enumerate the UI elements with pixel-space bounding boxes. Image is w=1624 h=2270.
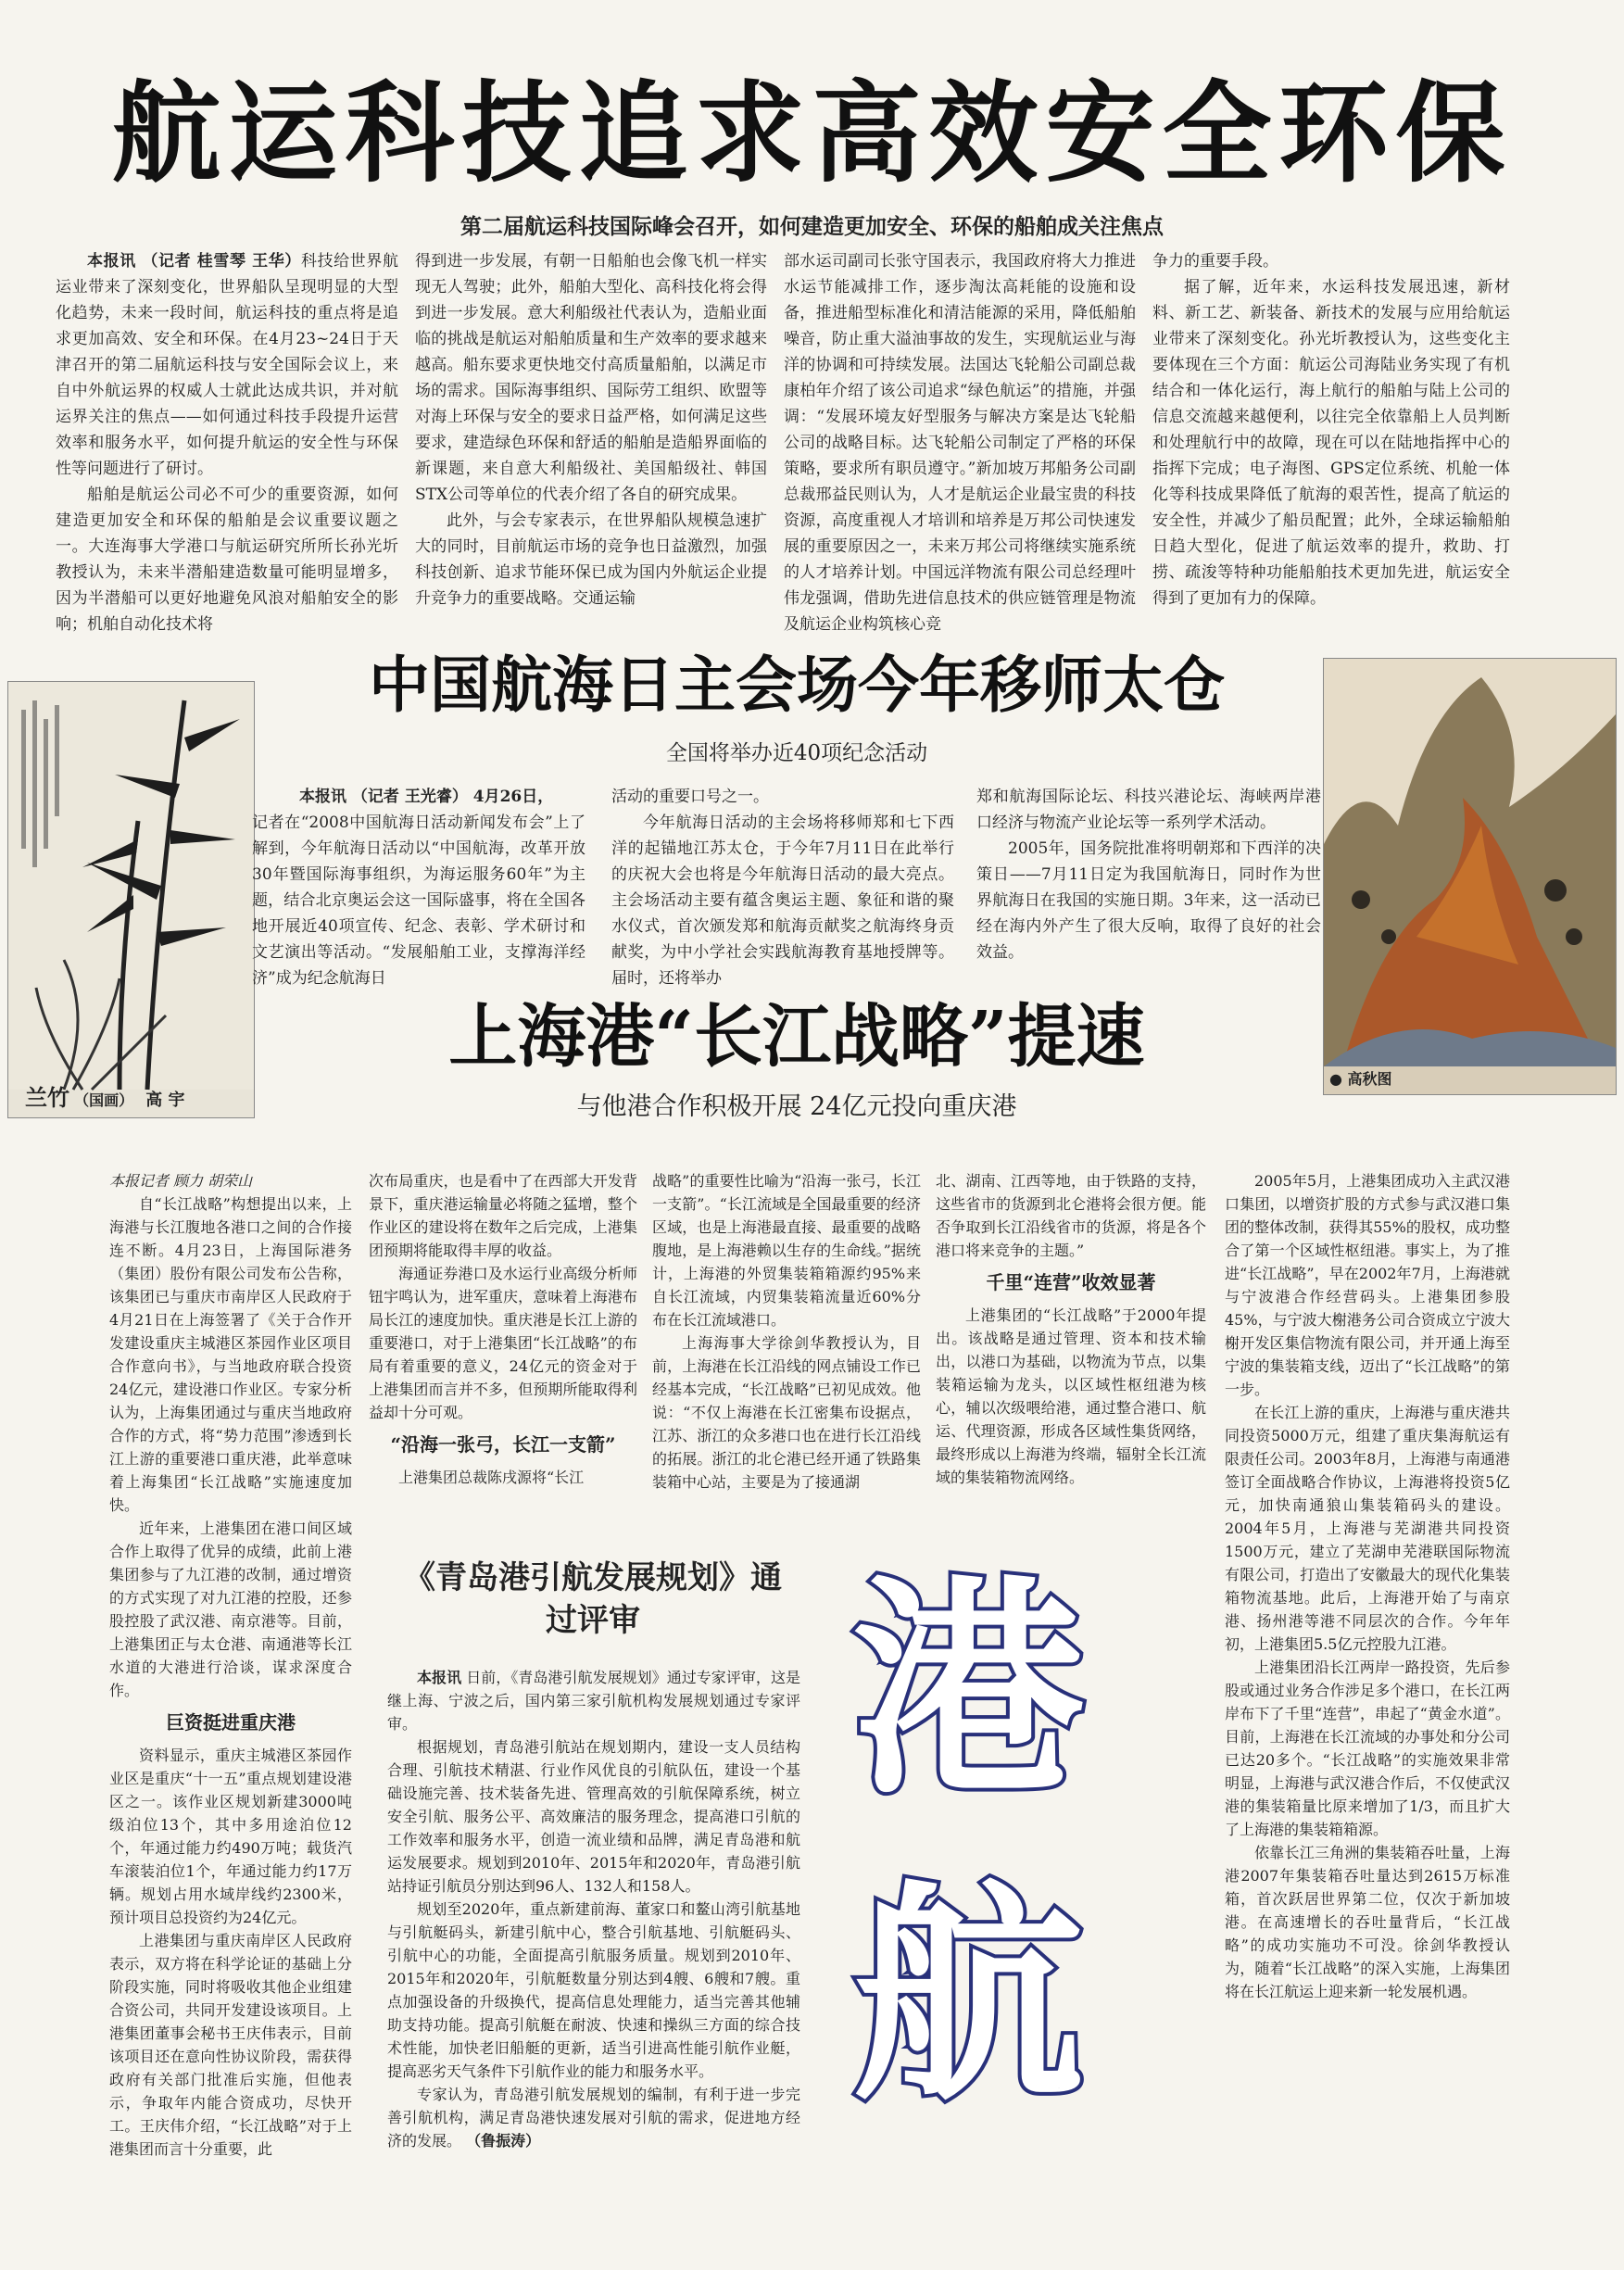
- article2-byline: 本报讯 （记者 王光睿） 4月26日，: [299, 788, 554, 806]
- column-label-navigation: 航: [852, 1861, 1084, 2131]
- article3-text: 2005年5月，上港集团成功入主武汉港口集团，以增资扩股的方式参与武汉港口集团的整体改制，获得其55%的股权，成功整合了第一个区域性枢纽港。事实上，为了推进“长江战略”，早在2002年7月，上海港就与宁波港合作经营码头。上港集团参股45%，与宁波大榭港务公司合资成立宁波大榭开发区集信物流有限公司，并开通上海至宁波的集装箱支线，迈出了“长江战略”的第一步。: [1225, 1172, 1510, 1398]
- article2-text: 郑和航海国际论坛、科技兴港论坛、海峡两岸港口经济与物流产业论坛等一系列学术活动。: [976, 788, 1321, 832]
- article4-headline: 《青岛港引航发展规划》通过评审: [404, 1559, 782, 1639]
- article3-text: 上港集团沿长江两岸一路投资，先后参股或通过业务合作涉足多个港口，在长江两岸布下了千里“连营”，串起了“黄金水道”。目前，上海港在长江流域的办事处和分公司已达20多个。“长江战略”的实施效果非常明显，上海港与武汉港合作后，不仅使武汉港的集装箱量比原来增加了1/3，而且扩大了上海港的集装箱箱源。: [1225, 1658, 1510, 1838]
- article2-text: 记者在“2008中国航海日活动新闻发布会”上了解到，今年航海日活动以“中国航海，改革开放30年暨国际海事组织，为海运服务60年”为主题，结合北京奥运会这一国际盛事，将在全国各地开展近40项宣传、纪念、表彰、学术研讨和文艺演出等活动。“发展船舶工业，支撑海洋经济”成为纪念航海日: [252, 813, 585, 988]
- article3-column-1: [109, 1169, 352, 2198]
- article3-text: 次布局重庆，也是看中了在西部大开发背景下，重庆港运输量必将随之猛增，整个作业区的建设将在数年之后完成，上港集团预期将能取得丰厚的收益。: [369, 1172, 637, 1259]
- caption-note: （国画）: [74, 1091, 134, 1109]
- article4-body: [387, 1666, 800, 2213]
- article3-column-4: [936, 1169, 1206, 1531]
- article4-text: 专家认为，青岛港引航发展规划的编制，有利于进一步完善引航机构，满足青岛港快速发展对引航的需求，促进地方经济的发展。: [387, 2086, 800, 2150]
- article3-column-2: [369, 1169, 637, 1531]
- article1-text: 据了解，近年来，水运科技发展迅速，新材料、新工艺、新装备、新技术的发展与应用给航运业带来了深刻变化。孙光圻教授认为，这些变化主要体现在三个方面：航运公司海陆业务实现了有机结合和一体化运行，海上航行的船舶与陆上公司的信息交流越来越便利，以往完全依靠船上人员判断和处理航行中的故障，现在可以在陆地指挥中心的指挥下完成；电子海图、GPS定位系统、机舱一体化等科技成果降低了航海的艰苦性，提高了航运的安全性，并减少了船员配置；此外，全球运输船舶日趋大型化，促进了航运效率的提升，救助、打捞、疏浚等特种功能船舶技术更加先进，航运安全得到了更加有力的保障。: [1152, 278, 1510, 608]
- article1-column-4: [1152, 248, 1510, 637]
- article3-text: 上港集团的“长江战略”于2000年提出。该战略是通过管理、资本和技术输出，以港口为基础，以物流为节点，以集装箱运输为龙头，以区域性枢纽港为核心，辅以次级喂给港，通过整合港口、航运、代理资源，形成各区域性集货网络，最终形成以上海港为终端，辐射全长江流域的集装箱物流网络。: [936, 1306, 1206, 1486]
- article3-text: 自“长江战略”构想提出以来，上海港与长江腹地各港口之间的合作接连不断。4月23日，上海国际港务（集团）股份有限公司发布公告称，该集团已与重庆市南岸区人民政府于4月21日在上海签署了《关于合作开发建设重庆主城港区茶园作业区项目合作意向书》，与当地政府联合投资24亿元，建设港口作业区。专家分析认为，上海集团通过与重庆当地政府合作的方式，将“势力范围”渗透到长江上游的重要港口重庆港，此举意味着上海集团“长江战略”实施速度加快。: [109, 1195, 352, 1514]
- article3-subheadline: 与他港合作积极开展 24亿元投向重庆港: [576, 1092, 1017, 1121]
- article4-text: 根据规划，青岛港引航站在规划期内，建设一支人员结构合理、引航技术精湛、行业作风优良的引航队伍，建设一个基础设施完善、技术装备先进、管理高效的引航保障系统，树立安全引航、服务公平、高效廉洁的服务理念，提高港口引航的工作效率和服务水平，创造一流业绩和品牌，满足青岛港和航运发展要求。规划到2010年、2015年和2020年，青岛港引航站持证引航员分别达到96人、132人和158人。: [387, 1738, 800, 1895]
- article1-column-1: [56, 248, 398, 634]
- section-heading: 巨资挺进重庆港: [166, 1711, 296, 1734]
- article3-byline: 本报记者 顾力 胡荣山: [109, 1172, 253, 1190]
- article1-text: 船舶是航运公司必不可少的重要资源，如何建造更加安全和环保的船舶是会议重要议题之一。大连海事大学港口与航运研究所所长孙光圻教授认为，未来半潜船建造数量可能明显增多，因为半潜船可以更好地避免风浪对船舶安全的影响；机舶自动化技术将: [56, 486, 398, 634]
- painting-orchid-bamboo: [7, 681, 255, 1118]
- landscape-painting-image: [1324, 659, 1616, 1066]
- article2-subheadline: 全国将举办近40项纪念活动: [665, 741, 928, 765]
- painting-autumn-landscape: [1323, 658, 1617, 1095]
- article4-text: 规划至2020年，重点新建前海、董家口和鳌山湾引航基地与引航艇码头，新建引航中心，整合引航基地、引航艇码头、引航中心的功能，全面提高引航服务质量。规划到2010年、2015年和2020年，引航艇数量分别达到4艘、6艘和7艘。重点加强设备的升级换代，提高信息处理能力，适当完善其他辅助支持功能。提高引航艇在耐波、快速和操纵三方面的综合技术性能，加快老旧船艇的更新，适当引进高性能引航作业艇，提高恶劣天气条件下引航作业的能力和服务水平。: [387, 1900, 800, 2080]
- section-heading: 千里“连营”收效显著: [986, 1271, 1156, 1293]
- article2-text: 2005年，国务院批准将明朝郑和下西洋的决策日——7月11日定为我国航海日，同时作为世界航海日在我国的实施日期。3年来，这一活动已经在海内外产生了很大反响，取得了良好的社会效益。: [976, 839, 1321, 962]
- article2-text: 活动的重要口号之一。: [611, 788, 769, 806]
- article1-column-3: [784, 248, 1136, 637]
- article1-text: 此外，与会专家表示，在世界船队规模急速扩大的同时，目前航运市场的竞争也日益激烈，加强科技创新、追求节能环保已成为国内外航运企业提升竞争力的重要战略。交通运输: [415, 511, 767, 608]
- caption-author: 高 宇: [145, 1091, 185, 1110]
- article3-text: 海通证券港口及水运行业高级分析师钮宇鸣认为，进军重庆，意味着上海港布局长江的速度加快。重庆港是长江上游的重要港口，对于上港集团“长江战略”的布局有着重要的意义，24亿元的资金对于上港集团而言并不多，但预期所能取得利益却十分可观。: [369, 1265, 637, 1421]
- article3-text: 上港集团总裁陈戌源将“长江: [398, 1469, 585, 1486]
- article3-text: 上海海事大学徐剑华教授认为，目前，上海港在长江沿线的网点铺设工作已经基本完成，“长江战略”已初见成效。他说：“不仅上海港在长江密集布设据点，江苏、浙江的众多港口也在进行长江沿线的拓展。浙江的北仑港已经开通了铁路集装箱中心站，主要是为了接通湖: [652, 1334, 921, 1491]
- article2-column-3: [976, 784, 1321, 980]
- article2-text: 今年航海日活动的主会场将移师郑和七下西洋的起锚地江苏太仓，于今年7月11日在此举行的庆祝大会也将是今年航海日活动的最大亮点。主会场活动主要有蕴含奥运主题、象征和谐的聚水仪式，首次颁发郑和航海贡献奖之航海终身贡献奖，为中小学社会实践航海教育基地授牌等。届时，还将举办: [611, 813, 954, 988]
- article2-column-1: [252, 784, 585, 988]
- article1-text: 争力的重要手段。: [1152, 252, 1278, 271]
- article3-text: 资料显示，重庆主城港区茶园作业区是重庆“十一五”重点规划建设港区之一。该作业区规划新建3000吨级泊位13个，其中多用途泊位12个，年通过能力约490万吨；载货汽车滚装泊位1个，年通过能力约17万辆。规划占用水域岸线约2300米，预计项目总投资约为24亿元。: [109, 1747, 352, 1926]
- article3-column-3: [652, 1169, 921, 1531]
- caption-title: 兰竹: [25, 1084, 69, 1111]
- article3-column-5: [1225, 1169, 1510, 2198]
- article3-text: 依靠长江三角洲的集装箱吞吐量，上海港2007年集装箱吞吐量达到2615万标准箱，首次跃居世界第二位，仅次于新加坡港。在高速增长的吞吐量背后，“长江战略”的成功实施功不可没。徐剑华教授认为，随着“长江战略”的深入实施，上海集团将在长江航运上迎来新一轮发展机遇。: [1225, 1844, 1510, 2000]
- article3-text: 战略”的重要性比喻为“沿海一张弓，长江一支箭”。“长江流域是全国最重要的经济区域，也是上海港最直接、最重要的战略腹地，是上海港赖以生存的生命线。”据统计，上海港的外贸集装箱箱源约95%来自长江流域，内贸集装箱流量近60%分布在长江流域港口。: [652, 1172, 921, 1329]
- article4-byline: 本报讯: [417, 1669, 462, 1686]
- painting-left-caption: [25, 1079, 184, 1112]
- article2-headline: 中国航海日主会场今年移师太仓: [369, 649, 1225, 721]
- painting-right-caption: ● 高秋图: [1329, 1070, 1392, 1088]
- article3-headline: 上海港“长江战略”提速: [448, 997, 1145, 1077]
- main-subheadline: 第二届航运科技国际峰会召开，如何建造更加安全、环保的船舶成关注焦点: [460, 214, 1164, 239]
- article1-byline: 本报讯 （记者 桂雪琴 王华）: [87, 252, 301, 271]
- bamboo-painting-image: [8, 682, 254, 1090]
- article3-text: 在长江上游的重庆，上海港与重庆港共同投资5000万元，组建了重庆集海航运有限责任公司。2003年8月，上海港与南通港签订全面战略合作协议，上海港将投资5亿元，加快南通狼山集装箱码头的建设。2004年5月，上海港与芜湖港共同投资1500万元，建立了芜湖申芜港联国际物流有限公司，打造出了安徽最大的现代化集装箱物流基地。此后，上海港开始了与南京港、扬州港等港不同层次的合作。今年年初，上港集团5.5亿元控股九江港。: [1225, 1404, 1510, 1653]
- article2-column-2: [611, 784, 954, 988]
- section-heading: “沿海一张弓，长江一支箭”: [390, 1433, 616, 1456]
- article3-text: 北、湖南、江西等地，由于铁路的支持，这些省市的货源到北仑港将会很方便。能否争取到长江沿线省市的货源，将是各个港口将来竞争的主题。”: [936, 1172, 1206, 1259]
- article1-column-2: [415, 248, 767, 614]
- article3-text: 近年来，上港集团在港口间区域合作上取得了优异的成绩，此前上港集团参与了九江港的改制，通过增资的方式实现了对九江港的控股，还参股控股了武汉港、南京港等。目前，上港集团正与太仓港、南通港等长江水道的大港进行洽谈，谋求深度合作。: [109, 1520, 352, 1699]
- article1-text: 得到进一步发展，有朝一日船舶也会像飞机一样实现无人驾驶；此外，船舶大型化、高科技化将会得到进一步发展。意大利船级社代表认为，造船业面临的挑战是航运对船舶质量和生产效率的要求越来越高。船东要求更快地交付高质量船舶，以满足市场的需求。国际海事组织、国际劳工组织、欧盟等对海上环保与安全的要求日益严格，如何满足这些要求，建造绿色环保和舒适的船舶是造船界面临的新课题，来自意大利船级社、美国船级社、韩国STX公司等单位的代表介绍了各自的研究成果。: [415, 252, 767, 504]
- column-label-port: 港: [852, 1556, 1084, 1825]
- article4-signature: （鲁振涛）: [466, 2132, 541, 2150]
- article4-text: 日前，《青岛港引航发展规划》通过专家评审，这是继上海、宁波之后，国内第三家引航机构发展规划通过专家评审。: [387, 1669, 800, 1733]
- main-headline: 航运科技追求高效安全环保: [111, 69, 1513, 197]
- article1-text: 部水运司副司长张守国表示，我国政府将大力推进水运节能减排工作，逐步淘汰高耗能的设施和设备，推进船型标准化和清洁能源的采用，降低船舶噪音，防止重大溢油事故的发生，实现航运业与海洋的协调和可持续发展。法国达飞轮船公司副总裁康柏年介绍了该公司追求“绿色航运”的措施，并强调：“发展环境友好型服务与解决方案是达飞轮船公司的战略目标。达飞轮船公司制定了严格的环保策略，要求所有职员遵守。”新加坡万邦船务公司副总裁邢益民则认为，人才是航运企业最宝贵的科技资源，高度重视人才培训和培养是万邦公司快速发展的重要原因之一，未来万邦公司将继续实施系统的人才培养计划。中国远洋物流有限公司总经理叶伟龙强调，借助先进信息技术的供应链管理是物流及航运企业构筑核心竞: [784, 252, 1136, 634]
- article3-text: 上港集团与重庆南岸区人民政府表示，双方将在科学论证的基础上分阶段实施，同时将吸收其他企业组建合资公司，共同开发建设该项目。上港集团董事会秘书王庆伟表示，目前该项目还在意向性协议阶段，需获得政府有关部门批准后实施，但他表示，争取年内能合资成功，尽快开工。王庆伟介绍，“长江战略”对于上港集团而言十分重要，此: [109, 1932, 352, 2158]
- article1-text: 科技给世界航运业带来了深刻变化，世界船队呈现明显的大型化趋势，未来一段时间，航运科技的重点将是追求更加高效、安全和环保。在4月23~24日于天津召开的第二届航运科技与安全国际会议上，来自中外航运界的权威人士就此达成共识，并对航运界关注的焦点——如何通过科技手段提升运营效率和服务水平，如何提升航运的安全性与环保性等问题进行了研讨。: [56, 252, 398, 478]
